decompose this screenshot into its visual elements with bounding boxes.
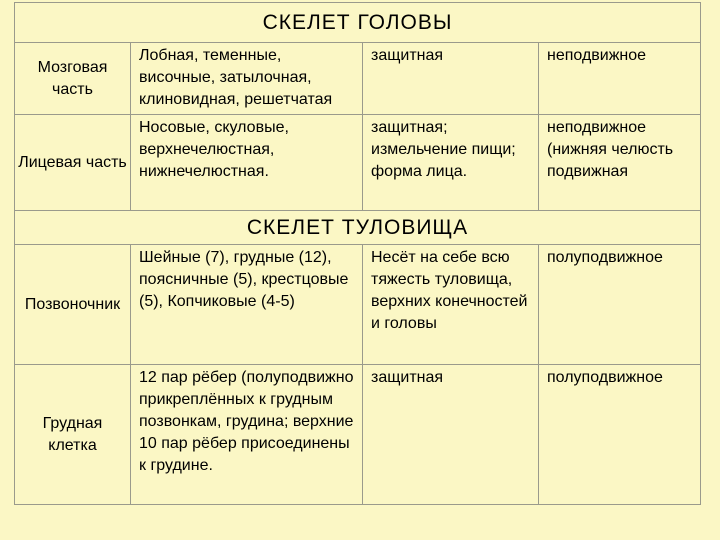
section-title-trunk: СКЕЛЕТ ТУЛОВИЩА	[15, 211, 701, 245]
section-title-head: СКЕЛЕТ ГОЛОВЫ	[15, 3, 701, 43]
bones-cell: Носовые, скуловые, верхнечелюстная, нижнечелюстная.	[131, 115, 363, 211]
part-cell: Позвоночник	[15, 245, 131, 365]
table-row	[15, 115, 701, 211]
table-row	[15, 365, 701, 505]
bones-cell: Шейные (7), грудные (12), поясничные (5), крестцовые (5), Копчиковые (4-5)	[131, 245, 363, 365]
section-header-row	[15, 211, 701, 245]
table-row	[15, 245, 701, 365]
table-row	[15, 43, 701, 115]
section-header-row	[15, 3, 701, 43]
function-cell: защитная; измельчение пищи; форма лица.	[363, 115, 539, 211]
function-cell: защитная	[363, 365, 539, 505]
function-cell: защитная	[363, 43, 539, 115]
mobility-cell: неподвижное	[539, 43, 701, 115]
bones-cell: Лобная, теменные, височные, затылочная, клиновидная, решетчатая	[131, 43, 363, 115]
mobility-cell: полуподвижное	[539, 245, 701, 365]
part-cell: Лицевая часть	[15, 115, 131, 211]
mobility-cell: неподвижное (нижняя челюсть подвижная	[539, 115, 701, 211]
part-cell: Грудная клетка	[15, 365, 131, 505]
part-cell: Мозговая часть	[15, 43, 131, 115]
bones-cell: 12 пар рёбер (полуподвижно прикреплённых к грудным позвонкам, грудина; верхние 10 пар рёбер присоединены к грудине.	[131, 365, 363, 505]
function-cell: Несёт на себе всю тяжесть туловища, верхних конечностей и головы	[363, 245, 539, 365]
mobility-cell: полуподвижное	[539, 365, 701, 505]
skeleton-table	[14, 2, 701, 505]
